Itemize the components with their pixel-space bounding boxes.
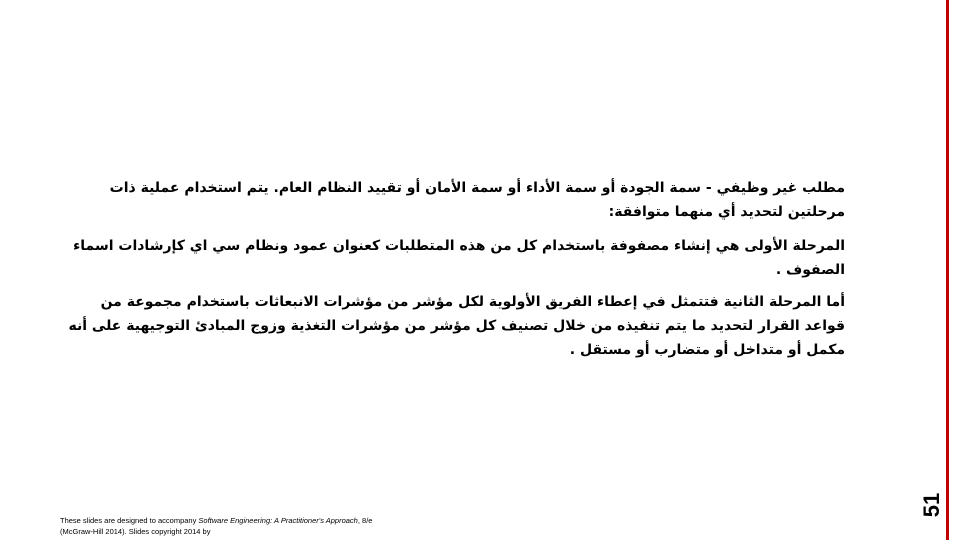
page-number-label: 51 — [918, 492, 944, 518]
paragraph-first-stage: المرحلة الأولى هي إنشاء مصفوفة باستخدام كل من هذه المتطلبات كعنوان عمود ونظام سي اي كإرشادات اسماء الصفوف . — [73, 238, 845, 278]
footer-prefix: These slides are designed to accompany — [60, 516, 199, 525]
paragraph-nonfunctional-requirement: مطلب غير وظيفي - سمة الجودة أو سمة الأداء أو سمة الأمان أو تقييد النظام العام. يتم استخدام عملية ذات مرحلتين لتحديد أي منهما متوافقة: — [109, 180, 845, 220]
page-number — [917, 470, 947, 540]
sidebar-accent-bar — [946, 0, 949, 540]
footer-copyright — [60, 515, 400, 537]
footer-book-title: Software Engineering: A Practitioner's Approach — [198, 516, 358, 525]
footer-suffix: , 8/e (McGraw-Hill 2014). Slides copyright 2014 by — [60, 516, 373, 536]
paragraph-second-stage: أما المرحلة الثانية فتتمثل في إعطاء الفريق الأولوية لكل مؤشر من مؤشرات الانبعاثات باستخدام مجموعة من قواعد القرار لتحديد ما يتم تنفيذه من خلال تصنيف كل مؤشر من مؤشرات التغذية وزوج المبادئ التوجيهية على أنه مكمل أو متداخل أو متضارب أو مستقل . — [68, 294, 845, 358]
